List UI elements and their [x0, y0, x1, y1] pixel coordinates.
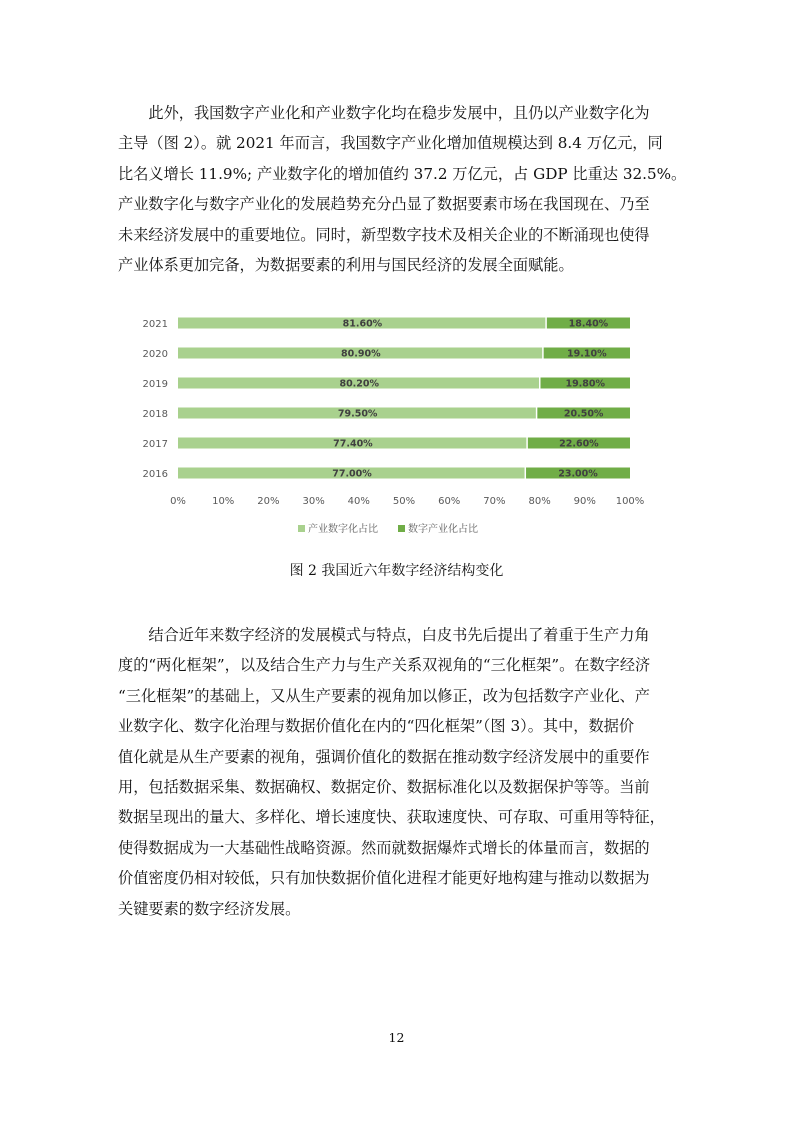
data-label: 23.00%	[558, 468, 598, 480]
data-label: 19.10%	[567, 348, 607, 360]
y-tick-label: 2016	[142, 469, 168, 480]
text-line: 产业体系更加完备，为数据要素的利用与国民经济的发展全面赋能。	[118, 255, 574, 274]
page-number: 12	[388, 1030, 405, 1045]
data-label: 79.50%	[337, 408, 378, 420]
text-line: 结合近年来数字经济的发展模式与特点，白皮书先后提出了着重于生产力角	[118, 626, 650, 644]
text-line: 业数字化、数字化治理与数据价值化在内的“四化框架”（图 3）。其中，数据价	[118, 717, 635, 736]
text-line: 主导（图 2）。就 2021 年而言，我国数字产业化增加值规模达到 8.4 万亿元，同	[118, 134, 663, 153]
text-line: “三化框架”的基础上，又从生产要素的视角加以修正，改为包括数字产业化、产	[118, 686, 650, 705]
text-line: 未来经济发展中的重要地位。同时，新型数字技术及相关企业的不断涌现也使得	[118, 225, 650, 244]
x-tick-label: 70%	[483, 496, 506, 507]
stacked-bar-chart	[130, 308, 660, 548]
y-tick-label: 2018	[142, 409, 168, 420]
paragraph-1	[118, 98, 690, 280]
y-tick-label: 2019	[142, 379, 168, 390]
legend-swatch	[298, 525, 305, 532]
text-line: 数据呈现出的量大、多样化、增长速度快、获取速度快、可存取、可重用等特征，	[118, 808, 665, 827]
text-line: 关键要素的数字经济发展。	[118, 899, 301, 918]
x-tick-label: 100%	[615, 496, 645, 507]
text-line: 价值密度仍相对较低，只有加快数据价值化进程才能更好地构建与推动以数据为	[118, 869, 650, 888]
text-line: 度的“两化框架”，以及结合生产力与生产关系双视角的“三化框架”。在数字经济	[118, 656, 651, 675]
x-tick-label: 60%	[438, 496, 461, 507]
text-line: 用，包括数据采集、数据确权、数据定价、数据标准化以及数据保护等等。当前	[118, 777, 650, 796]
x-tick-label: 10%	[212, 496, 235, 507]
paragraph-2	[118, 620, 690, 924]
data-label: 18.40%	[568, 318, 609, 330]
data-label: 81.60%	[342, 318, 383, 330]
text-line: 此外，我国数字产业化和产业数字化均在稳步发展中，且仍以产业数字化为	[118, 104, 650, 122]
data-label: 77.00%	[332, 468, 372, 480]
x-tick-label: 80%	[528, 496, 551, 507]
text-line: 产业数字化与数字产业化的发展趋势充分凸显了数据要素市场在我国现在、乃至	[118, 195, 650, 214]
data-label: 80.20%	[339, 378, 380, 390]
data-label: 20.50%	[563, 408, 604, 420]
figure-caption: 图 2 我国近六年数字经济结构变化	[289, 563, 504, 579]
y-tick-label: 2021	[142, 319, 168, 330]
data-label: 19.80%	[565, 378, 606, 390]
x-tick-label: 30%	[302, 496, 325, 507]
x-tick-label: 90%	[573, 496, 596, 507]
text-line: 值化就是从生产要素的视角，强调价值化的数据在推动数字经济发展中的重要作	[118, 747, 650, 766]
legend-label: 产业数字化占比	[308, 524, 378, 535]
data-label: 80.90%	[341, 348, 381, 360]
x-tick-label: 0%	[170, 496, 186, 507]
x-tick-label: 20%	[257, 496, 280, 507]
y-tick-label: 2020	[142, 349, 168, 360]
text-line: 使得数据成为一大基础性战略资源。然而就数据爆炸式增长的体量而言，数据的	[118, 838, 650, 857]
data-label: 22.60%	[559, 438, 599, 450]
x-tick-label: 50%	[392, 496, 416, 507]
x-tick-label: 40%	[347, 496, 370, 507]
y-tick-label: 2017	[142, 439, 168, 450]
data-label: 77.40%	[333, 438, 373, 450]
legend-label: 数字产业化占比	[408, 524, 478, 535]
legend-swatch	[398, 525, 405, 532]
text-line: 比名义增长 11.9%; 产业数字化的增加值约 37.2 万亿元，占 GDP 比重达 32.5%。	[118, 164, 687, 183]
